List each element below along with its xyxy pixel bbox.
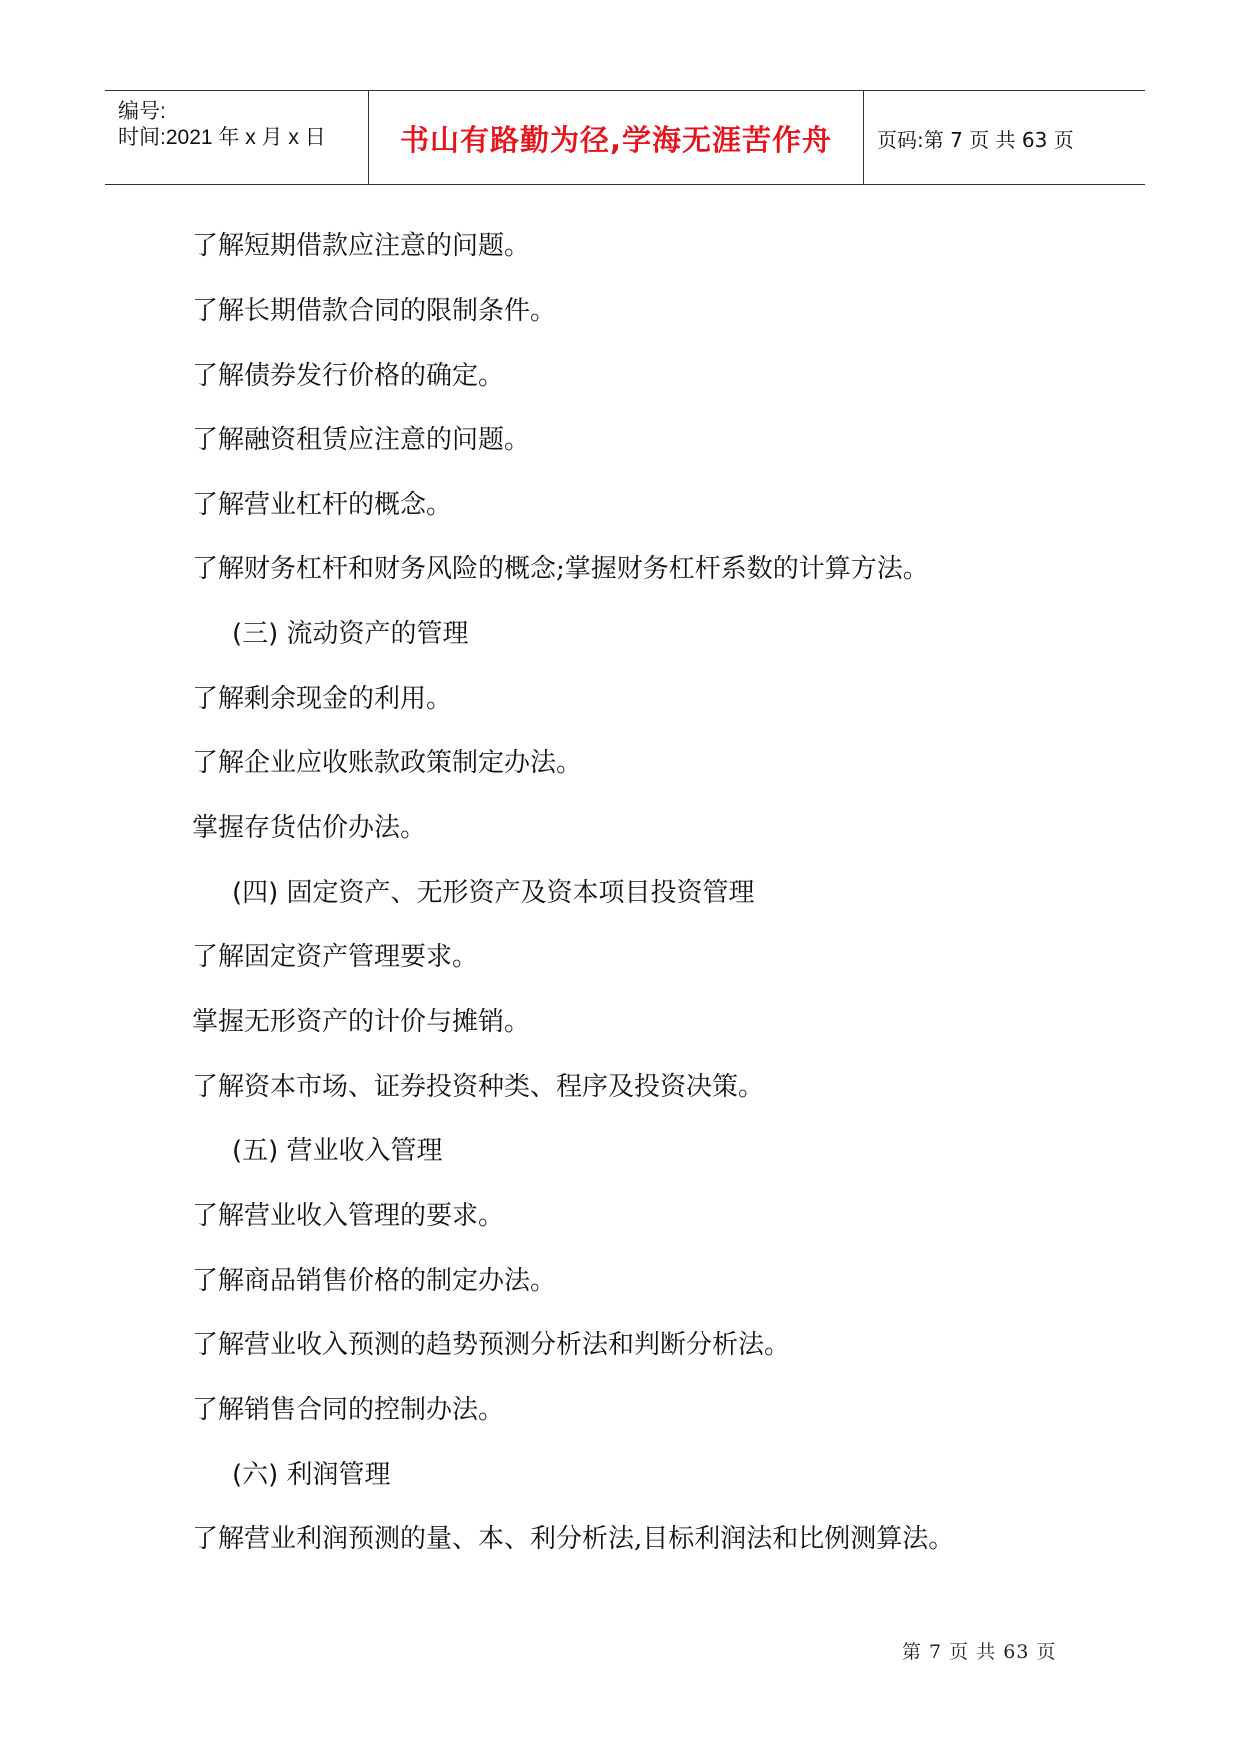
header-info-cell: [105, 91, 369, 184]
body-line: 了解营业收入管理的要求。: [192, 1201, 505, 1231]
section-heading: (四) 固定资产、无形资产及资本项目投资管理: [232, 878, 755, 908]
body-line: 了解融资租赁应注意的问题。: [192, 425, 531, 455]
body-line: 了解商品销售价格的制定办法。: [192, 1266, 557, 1296]
body-line: 了解资本市场、证券投资种类、程序及投资决策。: [192, 1072, 765, 1102]
body-line: 了解营业收入预测的趋势预测分析法和判断分析法。: [192, 1330, 791, 1360]
body-line: 了解企业应收账款政策制定办法。: [192, 748, 583, 778]
body-line: 了解销售合同的控制办法。: [192, 1395, 505, 1425]
section-heading: (五) 营业收入管理: [232, 1136, 443, 1166]
body-line: 了解短期借款应注意的问题。: [192, 231, 531, 261]
header-page-cell: [865, 91, 1145, 184]
section-heading: (六) 利润管理: [232, 1460, 391, 1490]
page-footer: 第 7 页 共 63 页: [902, 1641, 1057, 1663]
body-line: 了解剩余现金的利用。: [192, 684, 453, 714]
document-time-label: 时间:2021 年 x 月 x 日: [118, 126, 326, 149]
header-page-code: 页码:第 7 页 共 63 页: [877, 128, 1074, 152]
document-number-label: 编号:: [118, 100, 166, 123]
page-header: [105, 90, 1145, 185]
body-line: 了解长期借款合同的限制条件。: [192, 296, 557, 326]
body-line: 掌握无形资产的计价与摊销。: [192, 1007, 531, 1037]
header-motto-cell: [369, 91, 864, 184]
body-line: 了解财务杠杆和财务风险的概念;掌握财务杠杆系数的计算方法。: [192, 554, 929, 584]
body-line: 了解债券发行价格的确定。: [192, 361, 505, 391]
body-line: 了解固定资产管理要求。: [192, 942, 479, 972]
body-line: 掌握存货估价办法。: [192, 813, 427, 843]
section-heading: (三) 流动资产的管理: [232, 619, 469, 649]
body-line: 了解营业杠杆的概念。: [192, 490, 453, 520]
header-motto: 书山有路勤为径,学海无涯苦作舟: [399, 123, 833, 157]
body-line: 了解营业利润预测的量、本、利分析法,目标利润法和比例测算法。: [192, 1524, 955, 1554]
